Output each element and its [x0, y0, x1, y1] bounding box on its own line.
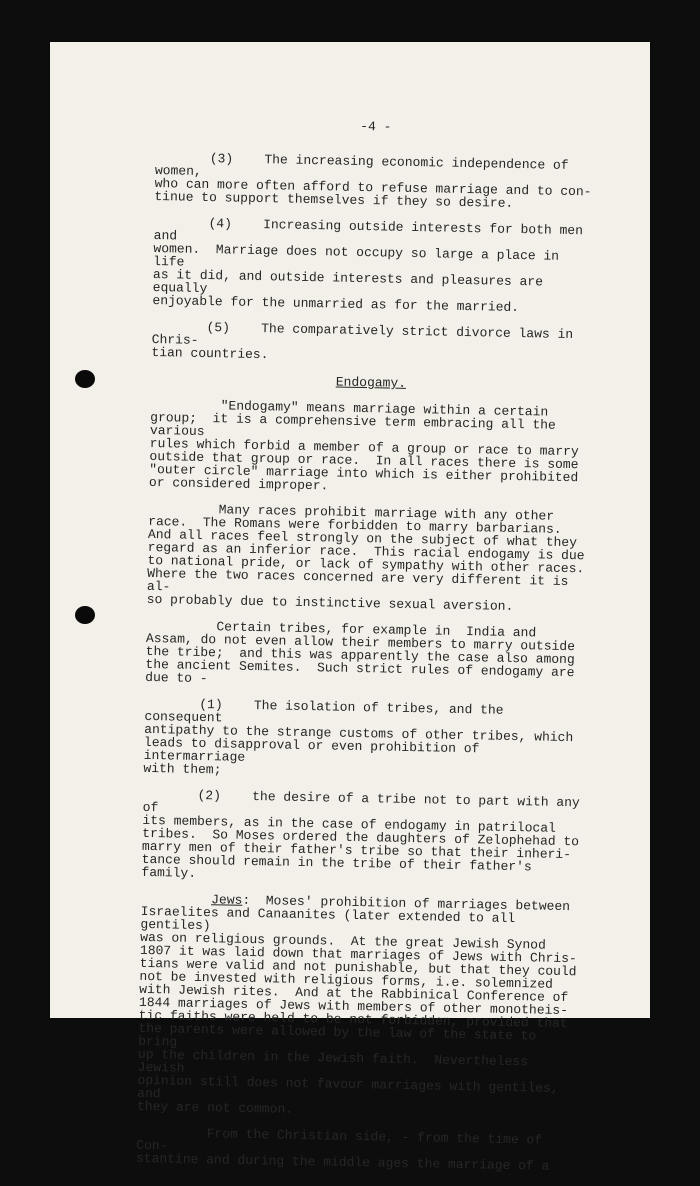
paragraph-tribes-2: (2) the desire of a tribe not to part with any of its members, as in the case of endogamy in patrilocal tribes. So Moses ordered the daughters of Zelophehad to marry men of their father's tribe so that their inheri- tance should remain in the tribe of their father's family. [141, 786, 588, 881]
punch-hole [75, 606, 95, 624]
paragraph-racial-endogamy: Many races prohibit marriage with any other race. The Romans were forbidden to marry barbarians. And all races feel strongly on the subject of what they regard as an inferior race. This racial endogamy is due to national pride, or lack of sympathy with other races. Where the two races concerned are very different it is al- so probably due to instinctive sexual aversion. [146, 500, 585, 614]
section-heading: Endogamy. [335, 374, 407, 391]
paragraph-3: (3) The increasing economic independence of women, who can more often afford to refuse marriage and to con- tinue to support themselves if they so desire. [154, 149, 592, 211]
paragraph-tribes: Certain tribes, for example in India and Assam, do not even allow their members to marry outside the tribe; and this was apparently the case also among the ancient Semites. Such strict rules of endogamy are due to - [145, 617, 576, 687]
paragraph-tribes-1: (1) The isolation of tribes, and the consequent antipathy to the strange customs of other tribes, which leads to disapproval or even prohibition of intermarriage with them; [143, 695, 574, 778]
paragraph-5: (5) The comparatively strict divorce laws in Chris- tian countries. [151, 318, 582, 363]
typewritten-text [136, 116, 596, 1186]
jews-label: Jews [211, 892, 243, 908]
paragraph-4: (4) Increasing outside interests for both men and women. Marriage does not occupy so large a place in life as it did, and outside interests and pleasures are equally enjoyable for the unmarried as for the married. [152, 214, 591, 316]
document-page [50, 42, 650, 1174]
paragraph-jews [137, 892, 581, 1121]
page-number: -4 - [360, 118, 392, 135]
paragraph-christian: From the Christian side, - from the time of Con- stantine and during the middle ages the marriage of a [135, 1124, 551, 1174]
paragraph-jews-body: : Moses' prohibition of marriages between Israelites and Canaanites (later extended to all gentiles) was on religious grounds. At the great Jewish Synod 1807 it was laid down that marriages of Jews with Chris- tians were valid and not punishable, but that they could not be invested with religious forms, i.e. solemnized with Jewish rites. And at the Rabbinical Conference of 1844 marriages of Jews with members of other monotheis- tic faiths were held to be not forbidden, provided that the parents were allowed by the law of the state to bring up the children in the Jewish faith. Nevertheless Jewish opinion still does not favour marriages with gentiles, and they are not common. [136, 892, 577, 1117]
paragraph-endogamy-definition: "Endogamy" means marriage within a certain group; it is a comprehensive term embracing all the various rules which forbid a member of a group or race to marry outside that group or race. In all races there is some "outer circle" marriage into which is either prohibited or considered improper. [148, 396, 579, 494]
punch-hole [75, 370, 95, 388]
